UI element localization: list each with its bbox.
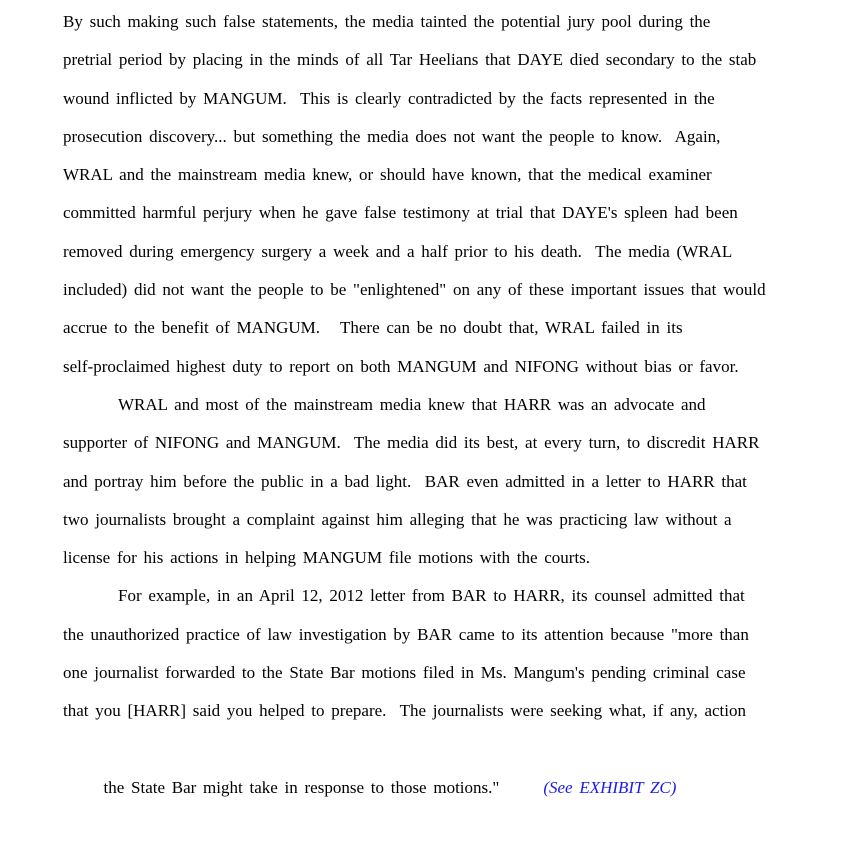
text-line: self-proclaimed highest duty to report on both MANGUM and NIFONG without bias or favor. [63,356,739,376]
text-line: the unauthorized practice of law investigation by BAR came to its attention because "more than [63,624,749,644]
text-line: By such making such false statements, the media tainted the potential jury pool during the [63,12,711,31]
text-line: license for his actions in helping MANGUM file motions with the courts. [63,548,591,568]
text-line: wound inflicted by MANGUM. This is clearly contradicted by the facts represented in the [63,88,715,108]
text-line-content: the State Bar might take in response to those motions." [103,777,500,797]
text-line [63,731,820,797]
text-line: accrue to the benefit of MANGUM. There can be no doubt that, WRAL failed in its [63,318,683,338]
text-line: WRAL and the mainstream media knew, or should have known, that the medical examiner [63,165,712,185]
text-line: pretrial period by placing in the minds of all Tar Heelians that DAYE died secondary to the stab [63,50,757,70]
exhibit-reference-link[interactable]: (See EXHIBIT ZC) [543,777,677,797]
text-line: one journalist forwarded to the State Bar motions filed in Ms. Mangum's pending criminal case [63,663,746,683]
paragraph-1 [63,3,820,386]
text-line: WRAL and most of the mainstream media knew that HARR was an advocate and [118,394,706,414]
paragraph-3 [63,577,820,797]
text-line: and portray him before the public in a bad light. BAR even admitted in a letter to HARR that [63,471,747,491]
text-line: committed harmful perjury when he gave false testimony at trial that DAYE's spleen had been [63,203,738,223]
text-line: prosecution discovery... but something the media does not want the people to know. Again, [63,126,721,146]
paragraph-2 [63,386,820,577]
text-line: For example, in an April 12, 2012 letter from BAR to HARR, its counsel admitted that [118,586,745,606]
text-line: supporter of NIFONG and MANGUM. The media did its best, at every turn, to discredit HARR [63,433,760,453]
text-line: two journalists brought a complaint against him alleging that he was practicing law without a [63,509,732,529]
text-line: that you [HARR] said you helped to prepare. The journalists were seeking what, if any, action [63,701,746,721]
text-line: removed during emergency surgery a week and a half prior to his death. The media (WRAL [63,241,733,261]
text-line: included) did not want the people to be "enlightened" on any of these important issues that would [63,280,766,300]
